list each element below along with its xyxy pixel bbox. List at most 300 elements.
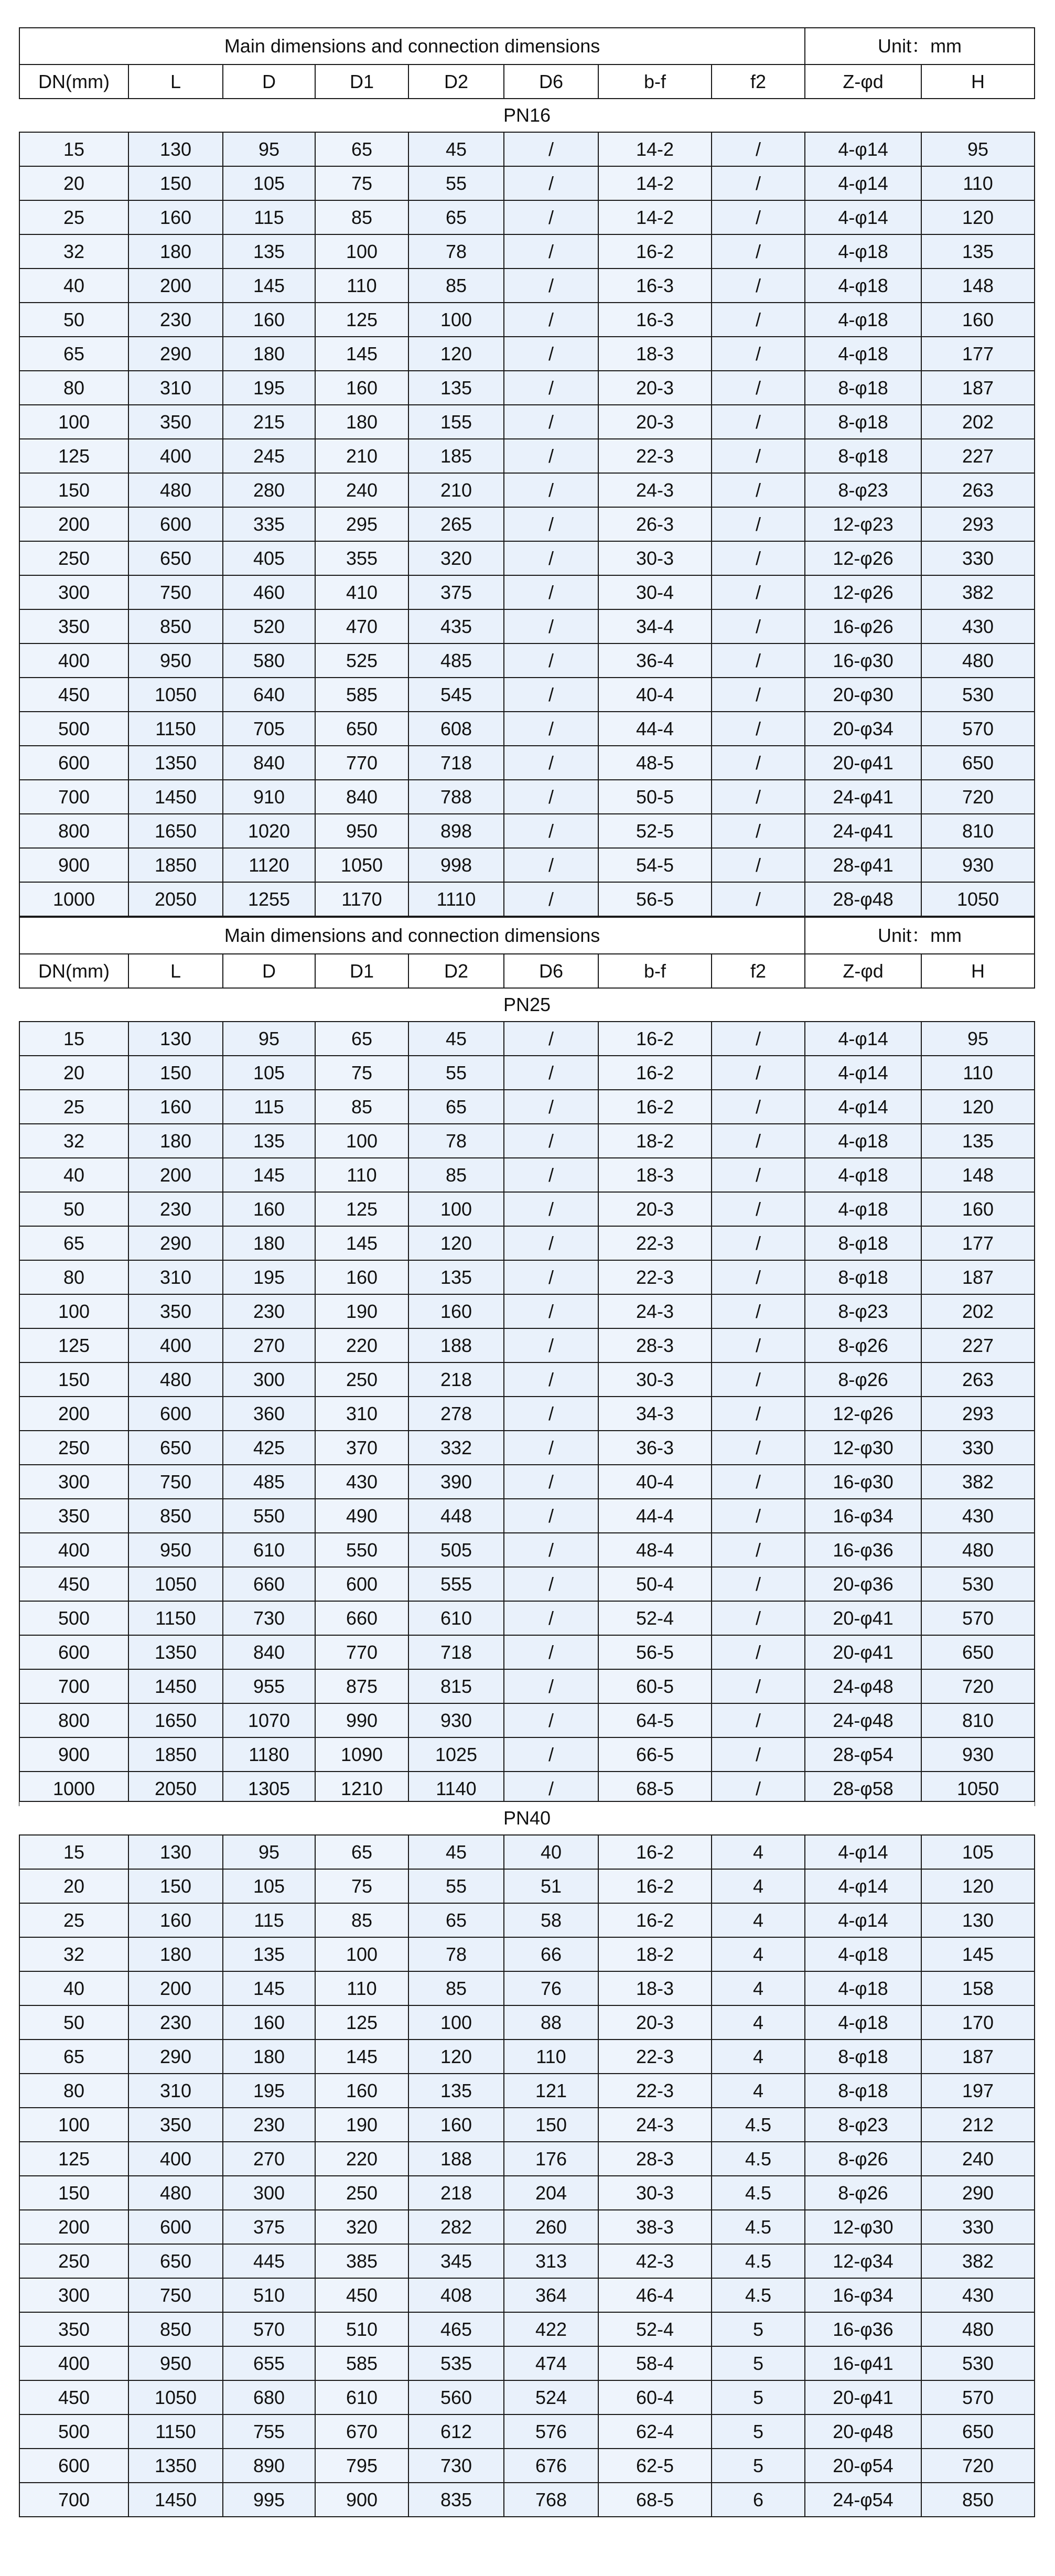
- table-cell: 65: [408, 1903, 504, 1937]
- table-cell: 300: [19, 2278, 128, 2312]
- column-header: Z-φd: [805, 954, 921, 988]
- table-row: [19, 1056, 1035, 1090]
- table-cell: 180: [223, 1226, 315, 1260]
- table-cell: 250: [19, 2244, 128, 2278]
- table-cell: 750: [128, 1465, 223, 1499]
- table-cell: 180: [223, 337, 315, 371]
- table-cell: 160: [223, 1192, 315, 1226]
- table-row: [19, 1533, 1035, 1567]
- table-cell: 180: [128, 234, 223, 269]
- table-cell: /: [504, 1226, 598, 1260]
- table-cell: 180: [223, 2040, 315, 2074]
- table-cell: 50-4: [598, 1567, 712, 1601]
- table-cell: 800: [19, 1703, 128, 1737]
- table-cell: 40: [504, 1835, 598, 1869]
- table-cell: 22-3: [598, 2074, 712, 2108]
- column-header: L: [128, 65, 223, 99]
- table-cell: 240: [921, 2142, 1035, 2176]
- column-header: H: [921, 65, 1035, 99]
- table-cell: 148: [921, 269, 1035, 303]
- column-header-row: [19, 65, 1035, 99]
- table-cell: 4-φ14: [805, 132, 921, 166]
- table-cell: 85: [315, 1903, 408, 1937]
- table-cell: 610: [315, 2380, 408, 2414]
- table-cell: /: [712, 473, 805, 507]
- table-cell: 720: [921, 780, 1035, 814]
- column-header: Z-φd: [805, 65, 921, 99]
- table-row: [19, 882, 1035, 916]
- table-cell: 263: [921, 473, 1035, 507]
- table-cell: 530: [921, 1567, 1035, 1601]
- table-cell: 78: [408, 1937, 504, 1971]
- table-cell: 148: [921, 1158, 1035, 1192]
- table-cell: 4-φ14: [805, 1903, 921, 1937]
- table-cell: 195: [223, 1260, 315, 1294]
- column-header: D: [223, 65, 315, 99]
- table-cell: 34-3: [598, 1397, 712, 1431]
- table-cell: 676: [504, 2449, 598, 2483]
- table-cell: 950: [128, 1533, 223, 1567]
- table-cell: 8-φ23: [805, 473, 921, 507]
- table-cell: /: [712, 1022, 805, 1056]
- table-cell: 425: [223, 1431, 315, 1465]
- table-cell: 8-φ18: [805, 371, 921, 405]
- table-cell: 85: [315, 200, 408, 234]
- table-cell: 510: [315, 2312, 408, 2346]
- table-cell: /: [712, 1772, 805, 1806]
- table-cell: 545: [408, 678, 504, 712]
- table-cell: 270: [223, 2142, 315, 2176]
- table-cell: 640: [223, 678, 315, 712]
- table-cell: 1350: [128, 1635, 223, 1669]
- table-cell: 525: [315, 643, 408, 678]
- table-row: [19, 1465, 1035, 1499]
- table-cell: /: [712, 1465, 805, 1499]
- table-row: [19, 2210, 1035, 2244]
- table-row: [19, 2074, 1035, 2108]
- table-cell: 610: [408, 1601, 504, 1635]
- table-cell: /: [712, 780, 805, 814]
- table-cell: 20: [19, 1056, 128, 1090]
- table-title: Main dimensions and connection dimensions: [19, 28, 805, 65]
- table-cell: 95: [223, 1835, 315, 1869]
- table-cell: /: [712, 269, 805, 303]
- table-cell: 4-φ14: [805, 1056, 921, 1090]
- table-cell: 150: [128, 166, 223, 200]
- table-cell: /: [712, 1056, 805, 1090]
- table-cell: 135: [408, 371, 504, 405]
- table-row: [19, 1192, 1035, 1226]
- table-row: [19, 2142, 1035, 2176]
- table-row: [19, 2312, 1035, 2346]
- table-cell: 40: [19, 1971, 128, 2005]
- table-cell: 46-4: [598, 2278, 712, 2312]
- column-header: D2: [408, 954, 504, 988]
- table-cell: 600: [19, 1635, 128, 1669]
- table-cell: 15: [19, 1835, 128, 1869]
- table-cell: 810: [921, 814, 1035, 848]
- table-cell: /: [712, 1090, 805, 1124]
- table-cell: 750: [128, 2278, 223, 2312]
- table-cell: 45: [408, 1022, 504, 1056]
- table-cell: 370: [315, 1431, 408, 1465]
- table-cell: /: [504, 1703, 598, 1737]
- table-cell: 145: [223, 1158, 315, 1192]
- table-cell: 52-4: [598, 1601, 712, 1635]
- table-cell: 4: [712, 1937, 805, 1971]
- table-cell: 282: [408, 2210, 504, 2244]
- table-cell: 12-φ34: [805, 2244, 921, 2278]
- table-cell: 195: [223, 371, 315, 405]
- table-row: [19, 1937, 1035, 1971]
- table-cell: 1210: [315, 1772, 408, 1806]
- table-cell: 150: [128, 1869, 223, 1903]
- table-cell: 1110: [408, 882, 504, 916]
- table-cell: 100: [315, 1937, 408, 1971]
- table-cell: 450: [19, 1567, 128, 1601]
- table-cell: 54-5: [598, 848, 712, 882]
- table-cell: 195: [223, 2074, 315, 2108]
- table-cell: 8-φ26: [805, 2142, 921, 2176]
- table-cell: 44-4: [598, 1499, 712, 1533]
- table-cell: 8-φ23: [805, 2108, 921, 2142]
- table-row: [19, 1703, 1035, 1737]
- table-row: [19, 1499, 1035, 1533]
- table-cell: 422: [504, 2312, 598, 2346]
- table-cell: 125: [19, 439, 128, 473]
- table-cell: 12-φ30: [805, 1431, 921, 1465]
- table-cell: 500: [19, 1601, 128, 1635]
- table-cell: 115: [223, 1903, 315, 1937]
- table-cell: 197: [921, 2074, 1035, 2108]
- table-cell: 950: [315, 814, 408, 848]
- table-row: [19, 2108, 1035, 2142]
- table-cell: 220: [315, 2142, 408, 2176]
- table-cell: /: [504, 1465, 598, 1499]
- column-header: D6: [504, 954, 598, 988]
- table-cell: 160: [223, 2005, 315, 2040]
- table-cell: 150: [504, 2108, 598, 2142]
- table-cell: 16-φ34: [805, 2278, 921, 2312]
- table-cell: 20-φ41: [805, 746, 921, 780]
- table-cell: 120: [408, 1226, 504, 1260]
- table-cell: 60-5: [598, 1669, 712, 1703]
- table-cell: 4.5: [712, 2142, 805, 2176]
- table-cell: 160: [315, 371, 408, 405]
- table-row: [19, 1835, 1035, 1869]
- table-cell: 125: [19, 1328, 128, 1362]
- table-cell: 125: [315, 1192, 408, 1226]
- table-cell: 25: [19, 1903, 128, 1937]
- table-cell: /: [712, 405, 805, 439]
- table-title: Main dimensions and connection dimensions: [19, 917, 805, 954]
- table-cell: 20-φ41: [805, 1635, 921, 1669]
- table-cell: 600: [19, 2449, 128, 2483]
- table-cell: 240: [315, 473, 408, 507]
- table-cell: /: [504, 1737, 598, 1772]
- table-cell: 4-φ18: [805, 1124, 921, 1158]
- table-row: [19, 1226, 1035, 1260]
- table-cell: 8-φ26: [805, 1328, 921, 1362]
- table-cell: 490: [315, 1499, 408, 1533]
- table-cell: /: [712, 1703, 805, 1737]
- table-cell: 770: [315, 1635, 408, 1669]
- table-cell: 795: [315, 2449, 408, 2483]
- table-cell: 293: [921, 507, 1035, 541]
- table-cell: 135: [223, 1124, 315, 1158]
- table-cell: 768: [504, 2483, 598, 2517]
- table-cell: 51: [504, 1869, 598, 1903]
- table-cell: 720: [921, 2449, 1035, 2483]
- table-cell: /: [504, 200, 598, 234]
- table-cell: 4-φ18: [805, 2005, 921, 2040]
- table-cell: /: [504, 848, 598, 882]
- table-row: [19, 1124, 1035, 1158]
- table-cell: 4-φ18: [805, 1937, 921, 1971]
- table-cell: 120: [408, 337, 504, 371]
- table-cell: 520: [223, 609, 315, 643]
- table-cell: 200: [128, 269, 223, 303]
- table-cell: 145: [315, 2040, 408, 2074]
- table-cell: /: [504, 780, 598, 814]
- table-cell: 135: [921, 234, 1035, 269]
- table-cell: 8-φ18: [805, 2040, 921, 2074]
- table-cell: 480: [128, 2176, 223, 2210]
- table-cell: 80: [19, 2074, 128, 2108]
- table-cell: 310: [128, 1260, 223, 1294]
- table-row: [19, 2005, 1035, 2040]
- table-cell: 218: [408, 2176, 504, 2210]
- table-cell: 65: [408, 200, 504, 234]
- table-cell: /: [504, 269, 598, 303]
- table-cell: 600: [128, 1397, 223, 1431]
- table-cell: 1050: [128, 2380, 223, 2414]
- table-cell: 120: [408, 2040, 504, 2074]
- table-cell: 16-φ36: [805, 2312, 921, 2346]
- table-cell: 230: [128, 2005, 223, 2040]
- table-cell: 204: [504, 2176, 598, 2210]
- table-cell: 480: [128, 1362, 223, 1397]
- table-cell: 200: [128, 1158, 223, 1192]
- table-cell: 12-φ23: [805, 507, 921, 541]
- table-cell: 850: [921, 2483, 1035, 2517]
- table-cell: 600: [128, 2210, 223, 2244]
- table-cell: 4-φ18: [805, 337, 921, 371]
- table-cell: 875: [315, 1669, 408, 1703]
- table-row: [19, 166, 1035, 200]
- table-cell: 4-φ14: [805, 200, 921, 234]
- table-cell: /: [504, 507, 598, 541]
- table-cell: 8-φ23: [805, 1294, 921, 1328]
- table-cell: 1050: [921, 1772, 1035, 1806]
- table-cell: 230: [223, 2108, 315, 2142]
- table-cell: 135: [223, 234, 315, 269]
- table-cell: 55: [408, 166, 504, 200]
- table-row: [19, 780, 1035, 814]
- table-cell: /: [504, 1192, 598, 1226]
- table-cell: 660: [315, 1601, 408, 1635]
- table-cell: 550: [223, 1499, 315, 1533]
- table-row: [19, 473, 1035, 507]
- table-cell: 850: [128, 1499, 223, 1533]
- table-cell: 62-4: [598, 2414, 712, 2449]
- table-cell: 655: [223, 2346, 315, 2380]
- table-cell: 100: [19, 1294, 128, 1328]
- table-cell: 320: [315, 2210, 408, 2244]
- table-cell: 555: [408, 1567, 504, 1601]
- table-cell: 480: [921, 2312, 1035, 2346]
- table-cell: 125: [19, 2142, 128, 2176]
- table-cell: 570: [921, 1601, 1035, 1635]
- table-row: [19, 337, 1035, 371]
- table-cell: 400: [128, 439, 223, 473]
- table-cell: 1000: [19, 882, 128, 916]
- table-cell: 405: [223, 541, 315, 575]
- table-cell: 100: [19, 2108, 128, 2142]
- table-cell: 18-3: [598, 1971, 712, 2005]
- table-row: [19, 269, 1035, 303]
- table-cell: 390: [408, 1465, 504, 1499]
- table-cell: 480: [921, 1533, 1035, 1567]
- table-cell: /: [504, 575, 598, 609]
- table-cell: 530: [921, 678, 1035, 712]
- table-cell: 76: [504, 1971, 598, 2005]
- table-cell: 20-φ34: [805, 712, 921, 746]
- table-cell: 1050: [921, 882, 1035, 916]
- table-cell: 5: [712, 2346, 805, 2380]
- table-cell: 85: [408, 269, 504, 303]
- table-cell: 38-3: [598, 2210, 712, 2244]
- table-cell: 187: [921, 2040, 1035, 2074]
- table-cell: 12-φ26: [805, 575, 921, 609]
- table-cell: 105: [223, 166, 315, 200]
- table-cell: 1050: [128, 678, 223, 712]
- table-cell: 18-2: [598, 1937, 712, 1971]
- table-cell: 600: [19, 746, 128, 780]
- table-cell: 32: [19, 1937, 128, 1971]
- table-cell: 550: [315, 1533, 408, 1567]
- table-cell: 810: [921, 1703, 1035, 1737]
- table-cell: 1050: [315, 848, 408, 882]
- table-cell: 705: [223, 712, 315, 746]
- table-cell: /: [504, 1431, 598, 1465]
- table-cell: 16-φ34: [805, 1499, 921, 1533]
- table-cell: /: [712, 1226, 805, 1260]
- table-cell: /: [712, 1499, 805, 1533]
- table-cell: /: [504, 678, 598, 712]
- table-cell: 2050: [128, 882, 223, 916]
- table-cell: 524: [504, 2380, 598, 2414]
- table-row: [19, 575, 1035, 609]
- table-cell: /: [712, 337, 805, 371]
- table-cell: /: [712, 439, 805, 473]
- table-cell: 135: [408, 1260, 504, 1294]
- table-cell: 290: [921, 2176, 1035, 2210]
- table-row: [19, 1971, 1035, 2005]
- table-cell: /: [504, 746, 598, 780]
- table-cell: 535: [408, 2346, 504, 2380]
- table-cell: 95: [921, 132, 1035, 166]
- column-header: H: [921, 954, 1035, 988]
- table-cell: 95: [223, 1022, 315, 1056]
- table-cell: /: [712, 1431, 805, 1465]
- table-cell: 260: [504, 2210, 598, 2244]
- table-cell: 24-φ54: [805, 2483, 921, 2517]
- table-cell: 150: [19, 1362, 128, 1397]
- table-cell: /: [504, 439, 598, 473]
- table-cell: 64-5: [598, 1703, 712, 1737]
- table-cell: 48-4: [598, 1533, 712, 1567]
- table-cell: /: [504, 1499, 598, 1533]
- table-cell: 8-φ18: [805, 1226, 921, 1260]
- table-cell: 30-4: [598, 575, 712, 609]
- table-cell: 15: [19, 1022, 128, 1056]
- table-cell: 1850: [128, 848, 223, 882]
- table-row: [19, 678, 1035, 712]
- table-cell: 450: [19, 2380, 128, 2414]
- table-cell: /: [504, 234, 598, 269]
- table-cell: 355: [315, 541, 408, 575]
- table-cell: 160: [408, 2108, 504, 2142]
- table-cell: 66-5: [598, 1737, 712, 1772]
- table-cell: 160: [921, 1192, 1035, 1226]
- table-cell: 5: [712, 2449, 805, 2483]
- table-cell: 345: [408, 2244, 504, 2278]
- table-cell: 718: [408, 1635, 504, 1669]
- table-cell: 120: [921, 200, 1035, 234]
- table-cell: /: [504, 1772, 598, 1806]
- table-cell: 100: [408, 1192, 504, 1226]
- table-cell: 130: [128, 1835, 223, 1869]
- table-cell: 650: [921, 746, 1035, 780]
- table-cell: 200: [19, 507, 128, 541]
- table-cell: 5: [712, 2312, 805, 2346]
- table-cell: /: [504, 1328, 598, 1362]
- table-cell: 68-5: [598, 1772, 712, 1806]
- table-cell: 110: [315, 1158, 408, 1192]
- table-cell: 230: [128, 1192, 223, 1226]
- table-cell: 212: [921, 2108, 1035, 2142]
- table-cell: 60-4: [598, 2380, 712, 2414]
- table-cell: /: [712, 882, 805, 916]
- table-cell: 28-3: [598, 1328, 712, 1362]
- table-row: [19, 1362, 1035, 1397]
- table-cell: 110: [315, 1971, 408, 2005]
- table-cell: 80: [19, 371, 128, 405]
- table-cell: /: [504, 712, 598, 746]
- table-cell: 170: [921, 2005, 1035, 2040]
- table-cell: 200: [128, 1971, 223, 2005]
- table-cell: 130: [128, 1022, 223, 1056]
- table-cell: /: [712, 643, 805, 678]
- table-cell: /: [712, 1635, 805, 1669]
- table-cell: 485: [223, 1465, 315, 1499]
- table-row: [19, 132, 1035, 166]
- table-cell: 310: [128, 371, 223, 405]
- table-cell: 5: [712, 2414, 805, 2449]
- table-cell: 20-3: [598, 405, 712, 439]
- table-cell: 950: [128, 643, 223, 678]
- table-cell: 100: [315, 1124, 408, 1158]
- table-cell: 610: [223, 1533, 315, 1567]
- table-cell: 4: [712, 1835, 805, 1869]
- table-row: [19, 2176, 1035, 2210]
- table-cell: 4.5: [712, 2176, 805, 2210]
- table-cell: 382: [921, 575, 1035, 609]
- table-cell: 202: [921, 405, 1035, 439]
- table-row: [19, 2346, 1035, 2380]
- table-cell: 52-5: [598, 814, 712, 848]
